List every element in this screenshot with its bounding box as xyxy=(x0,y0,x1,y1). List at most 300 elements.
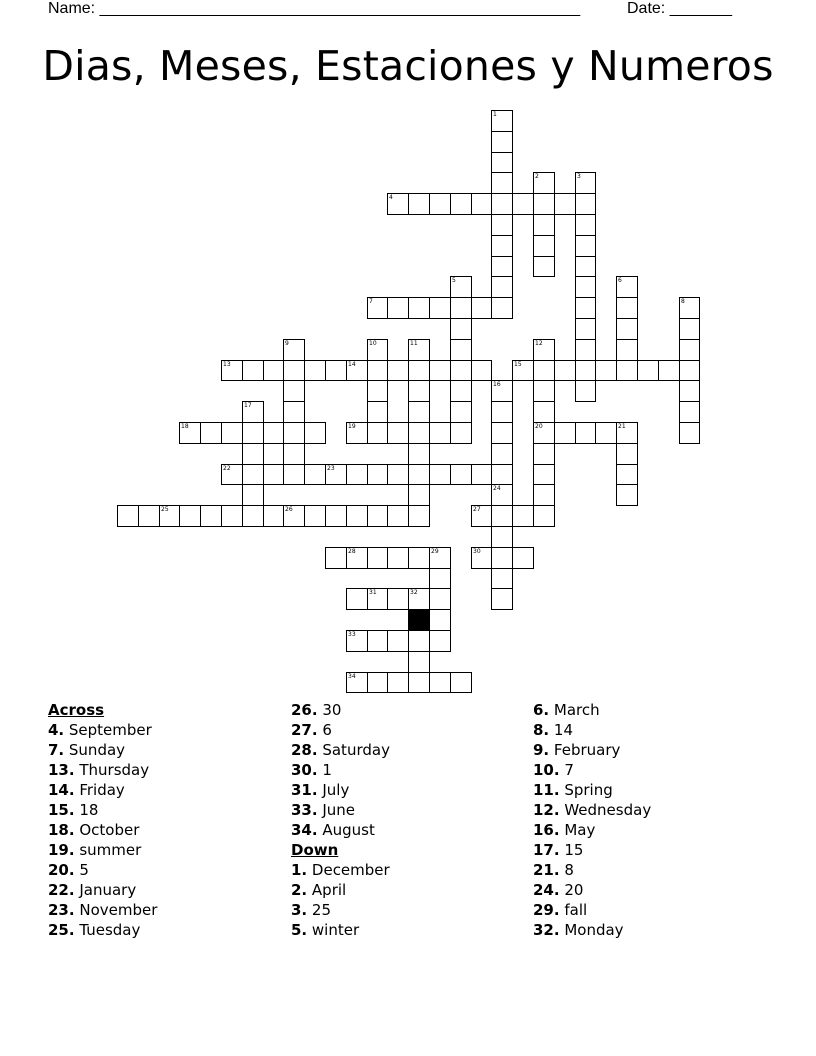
clue-item xyxy=(291,700,390,720)
grid-cell[interactable] xyxy=(429,193,451,215)
clue-number: 12. xyxy=(533,801,560,819)
grid-cell[interactable] xyxy=(429,672,451,693)
clue-item xyxy=(48,800,157,820)
grid-cell[interactable] xyxy=(221,464,243,485)
grid-cell[interactable] xyxy=(491,588,513,610)
clue-text: December xyxy=(307,861,390,879)
grid-cell[interactable] xyxy=(408,401,430,423)
cell-number: 3 xyxy=(577,173,581,180)
grid-cell[interactable] xyxy=(367,339,388,361)
cell-number: 10 xyxy=(369,340,377,347)
grid-cell[interactable] xyxy=(491,110,513,132)
grid-cell[interactable] xyxy=(367,630,388,652)
clue-item xyxy=(291,780,390,800)
grid-cell[interactable] xyxy=(408,464,430,485)
clue-number: 22. xyxy=(48,881,75,899)
clue-text: Tuesday xyxy=(74,921,141,939)
clue-number: 17. xyxy=(533,841,560,859)
clue-text: Saturday xyxy=(317,741,390,759)
clue-text: Monday xyxy=(559,921,624,939)
grid-cell[interactable] xyxy=(450,193,472,215)
clue-item xyxy=(533,720,651,740)
clue-text: summer xyxy=(74,841,142,859)
grid-cell[interactable] xyxy=(658,360,680,381)
grid-cell[interactable] xyxy=(491,443,513,465)
grid-cell[interactable] xyxy=(679,318,700,340)
grid-cell[interactable] xyxy=(491,193,513,215)
cell-number: 5 xyxy=(452,277,456,284)
grid-cell[interactable] xyxy=(367,464,388,485)
grid-cell[interactable] xyxy=(679,401,700,423)
grid-cell[interactable] xyxy=(408,297,430,319)
clue-text: 30 xyxy=(317,701,342,719)
grid-cell[interactable] xyxy=(408,505,430,527)
grid-cell[interactable] xyxy=(117,505,139,527)
grid-cell[interactable] xyxy=(616,276,638,298)
cell-number: 27 xyxy=(473,506,481,513)
clue-item xyxy=(533,840,651,860)
clue-number: 3. xyxy=(291,901,308,919)
cell-number: 17 xyxy=(244,402,252,409)
grid-cell[interactable] xyxy=(450,297,472,319)
clue-number: 33. xyxy=(291,801,318,819)
grid-cell[interactable] xyxy=(367,672,388,693)
cell-number: 30 xyxy=(473,548,481,555)
cell-number: 20 xyxy=(535,423,543,430)
grid-cell[interactable] xyxy=(533,443,555,465)
cell-number: 32 xyxy=(410,589,418,596)
black-cell xyxy=(408,609,430,631)
grid-cell[interactable] xyxy=(283,464,305,485)
grid-cell[interactable] xyxy=(450,422,472,444)
grid-cell[interactable] xyxy=(283,443,305,465)
grid-cell[interactable] xyxy=(429,568,451,589)
grid-cell[interactable] xyxy=(263,360,284,381)
grid-cell[interactable] xyxy=(367,401,388,423)
grid-cell[interactable] xyxy=(408,588,430,610)
grid-cell[interactable] xyxy=(533,360,555,381)
grid-cell[interactable] xyxy=(387,422,409,444)
grid-cell[interactable] xyxy=(491,464,513,485)
grid-cell[interactable] xyxy=(367,505,388,527)
grid-cell[interactable] xyxy=(429,360,451,381)
cell-number: 25 xyxy=(161,506,169,513)
grid-cell[interactable] xyxy=(575,235,596,257)
grid-cell[interactable] xyxy=(533,401,555,423)
grid-cell[interactable] xyxy=(491,568,513,589)
clue-text: August xyxy=(317,821,375,839)
grid-cell[interactable] xyxy=(242,422,264,444)
cell-number: 21 xyxy=(618,423,626,430)
grid-cell[interactable] xyxy=(491,526,513,548)
grid-cell[interactable] xyxy=(554,360,576,381)
grid-cell[interactable] xyxy=(179,422,201,444)
grid-cell[interactable] xyxy=(575,214,596,236)
grid-cell[interactable] xyxy=(429,630,451,652)
clue-item xyxy=(48,840,157,860)
cell-number: 24 xyxy=(493,485,501,492)
grid-cell[interactable] xyxy=(471,297,492,319)
clue-item xyxy=(48,860,157,880)
grid-cell[interactable] xyxy=(616,484,638,506)
clue-item xyxy=(291,920,390,940)
grid-cell[interactable] xyxy=(429,297,451,319)
grid-cell[interactable] xyxy=(263,464,284,485)
clue-number: 24. xyxy=(533,881,560,899)
grid-cell[interactable] xyxy=(512,505,534,527)
clue-number: 28. xyxy=(291,741,318,759)
clue-text: Wednesday xyxy=(559,801,652,819)
grid-cell[interactable] xyxy=(491,172,513,194)
grid-cell[interactable] xyxy=(533,339,555,361)
grid-cell[interactable] xyxy=(491,235,513,257)
cell-number: 12 xyxy=(535,340,543,347)
grid-cell[interactable] xyxy=(367,422,388,444)
grid-cell[interactable] xyxy=(491,505,513,527)
clue-number: 27. xyxy=(291,721,318,739)
clue-item xyxy=(48,900,157,920)
clue-text: January xyxy=(74,881,137,899)
grid-cell[interactable] xyxy=(221,360,243,381)
clue-item xyxy=(533,900,651,920)
grid-cell[interactable] xyxy=(242,360,264,381)
grid-cell[interactable] xyxy=(408,422,430,444)
clue-item xyxy=(291,820,390,840)
grid-cell[interactable] xyxy=(325,505,347,527)
grid-cell[interactable] xyxy=(283,360,305,381)
grid-cell[interactable] xyxy=(491,422,513,444)
grid-cell[interactable] xyxy=(554,422,576,444)
clue-number: 32. xyxy=(533,921,560,939)
grid-cell[interactable] xyxy=(387,464,409,485)
cell-number: 13 xyxy=(223,361,231,368)
grid-cell[interactable] xyxy=(346,360,368,381)
grid-cell[interactable] xyxy=(491,131,513,153)
grid-cell[interactable] xyxy=(575,172,596,194)
grid-cell[interactable] xyxy=(533,484,555,506)
grid-cell[interactable] xyxy=(346,672,368,693)
cell-number: 15 xyxy=(514,361,522,368)
grid-cell[interactable] xyxy=(491,152,513,173)
clues-column-1 xyxy=(48,700,157,940)
grid-cell[interactable] xyxy=(429,547,451,569)
grid-cell[interactable] xyxy=(533,505,555,527)
clue-item xyxy=(291,800,390,820)
cell-number: 1 xyxy=(493,111,497,118)
clue-text: 15 xyxy=(559,841,584,859)
clues-column-3 xyxy=(533,700,651,940)
grid-cell[interactable] xyxy=(387,297,409,319)
name-field-label[interactable]: Name: ______________________________________________________ xyxy=(48,0,581,17)
grid-cell[interactable] xyxy=(575,422,596,444)
grid-cell[interactable] xyxy=(575,256,596,277)
grid-cell[interactable] xyxy=(429,588,451,610)
clue-item xyxy=(48,720,157,740)
date-field-label[interactable]: Date: _______ xyxy=(627,0,732,17)
grid-cell[interactable] xyxy=(595,360,617,381)
grid-cell[interactable] xyxy=(429,609,451,631)
clue-item xyxy=(48,780,157,800)
grid-cell[interactable] xyxy=(387,193,409,215)
grid-cell[interactable] xyxy=(616,464,638,485)
grid-cell[interactable] xyxy=(408,672,430,693)
cell-number: 19 xyxy=(348,423,356,430)
clue-number: 2. xyxy=(291,881,308,899)
cell-number: 14 xyxy=(348,361,356,368)
cell-number: 9 xyxy=(285,340,289,347)
grid-cell[interactable] xyxy=(387,505,409,527)
grid-cell[interactable] xyxy=(429,464,451,485)
grid-cell[interactable] xyxy=(263,505,284,527)
grid-cell[interactable] xyxy=(512,547,534,569)
grid-cell[interactable] xyxy=(408,484,430,506)
grid-cell[interactable] xyxy=(367,380,388,402)
grid-cell[interactable] xyxy=(325,360,347,381)
clue-item xyxy=(48,760,157,780)
grid-cell[interactable] xyxy=(450,380,472,402)
clue-number: 13. xyxy=(48,761,75,779)
grid-cell[interactable] xyxy=(575,380,596,402)
grid-cell[interactable] xyxy=(159,505,180,527)
grid-cell[interactable] xyxy=(283,380,305,402)
clue-text: 18 xyxy=(74,801,99,819)
clue-item xyxy=(533,820,651,840)
grid-cell[interactable] xyxy=(387,588,409,610)
grid-cell[interactable] xyxy=(408,651,430,673)
cell-number: 8 xyxy=(681,298,685,305)
grid-cell[interactable] xyxy=(387,672,409,693)
grid-cell[interactable] xyxy=(533,193,555,215)
down-heading: Down xyxy=(291,841,339,859)
grid-cell[interactable] xyxy=(200,505,222,527)
grid-cell[interactable] xyxy=(367,547,388,569)
grid-cell[interactable] xyxy=(575,360,596,381)
clue-number: 19. xyxy=(48,841,75,859)
clue-number: 31. xyxy=(291,781,318,799)
grid-cell[interactable] xyxy=(471,547,492,569)
grid-cell[interactable] xyxy=(575,318,596,340)
grid-cell[interactable] xyxy=(679,339,700,361)
grid-cell[interactable] xyxy=(346,505,368,527)
cell-number: 34 xyxy=(348,673,356,680)
grid-cell[interactable] xyxy=(408,380,430,402)
grid-cell[interactable] xyxy=(200,422,222,444)
cell-number: 23 xyxy=(327,465,335,472)
grid-cell[interactable] xyxy=(242,401,264,423)
grid-cell[interactable] xyxy=(408,193,430,215)
header xyxy=(0,0,816,20)
grid-cell[interactable] xyxy=(242,443,264,465)
grid-cell[interactable] xyxy=(533,172,555,194)
grid-cell[interactable] xyxy=(616,422,638,444)
grid-cell[interactable] xyxy=(346,464,368,485)
grid-cell[interactable] xyxy=(679,360,700,381)
grid-cell[interactable] xyxy=(304,422,326,444)
clue-text: 1 xyxy=(317,761,332,779)
clue-number: 6. xyxy=(533,701,550,719)
grid-cell[interactable] xyxy=(179,505,201,527)
grid-cell[interactable] xyxy=(471,505,492,527)
grid-cell[interactable] xyxy=(491,547,513,569)
grid-cell[interactable] xyxy=(346,547,368,569)
grid-cell[interactable] xyxy=(471,193,492,215)
grid-cell[interactable] xyxy=(367,297,388,319)
clue-text: 7 xyxy=(559,761,574,779)
grid-cell[interactable] xyxy=(637,360,659,381)
clue-number: 29. xyxy=(533,901,560,919)
grid-cell[interactable] xyxy=(491,484,513,506)
grid-cell[interactable] xyxy=(408,443,430,465)
clue-number: 11. xyxy=(533,781,560,799)
clue-text: 8 xyxy=(559,861,574,879)
clue-text: June xyxy=(317,801,356,819)
cell-number: 18 xyxy=(181,423,189,430)
page-title: Dias, Meses, Estaciones y Numeros xyxy=(42,42,774,90)
grid-cell[interactable] xyxy=(450,672,472,693)
grid-cell[interactable] xyxy=(408,339,430,361)
grid-cell[interactable] xyxy=(450,464,472,485)
grid-cell[interactable] xyxy=(533,256,555,277)
grid-cell[interactable] xyxy=(304,505,326,527)
cell-number: 7 xyxy=(369,298,373,305)
clue-number: 4. xyxy=(48,721,65,739)
grid-cell[interactable] xyxy=(450,360,472,381)
grid-cell[interactable] xyxy=(450,339,472,361)
grid-cell[interactable] xyxy=(491,297,513,319)
clue-text: 5 xyxy=(74,861,89,879)
grid-cell[interactable] xyxy=(387,360,409,381)
grid-cell[interactable] xyxy=(575,297,596,319)
grid-cell[interactable] xyxy=(283,505,305,527)
cell-number: 4 xyxy=(389,194,393,201)
grid-cell[interactable] xyxy=(533,380,555,402)
grid-cell[interactable] xyxy=(367,588,388,610)
grid-cell[interactable] xyxy=(450,401,472,423)
grid-cell[interactable] xyxy=(325,464,347,485)
clue-item xyxy=(291,860,390,880)
grid-cell[interactable] xyxy=(387,630,409,652)
clue-number: 8. xyxy=(533,721,550,739)
cell-number: 22 xyxy=(223,465,231,472)
grid-cell[interactable] xyxy=(242,505,264,527)
clue-number: 10. xyxy=(533,761,560,779)
grid-cell[interactable] xyxy=(512,360,534,381)
grid-cell[interactable] xyxy=(408,360,430,381)
grid-cell[interactable] xyxy=(533,422,555,444)
grid-cell[interactable] xyxy=(221,505,243,527)
grid-cell[interactable] xyxy=(283,422,305,444)
grid-cell[interactable] xyxy=(679,297,700,319)
grid-cell[interactable] xyxy=(138,505,160,527)
clue-number: 20. xyxy=(48,861,75,879)
grid-cell[interactable] xyxy=(491,214,513,236)
grid-cell[interactable] xyxy=(283,339,305,361)
grid-cell[interactable] xyxy=(491,380,513,402)
grid-cell[interactable] xyxy=(554,193,576,215)
cell-number: 16 xyxy=(493,381,501,388)
clue-item xyxy=(291,900,390,920)
clue-text: Thursday xyxy=(74,761,150,779)
grid-cell[interactable] xyxy=(471,464,492,485)
cell-number: 29 xyxy=(431,548,439,555)
clue-number: 9. xyxy=(533,741,550,759)
grid-cell[interactable] xyxy=(679,380,700,402)
grid-cell[interactable] xyxy=(429,422,451,444)
grid-cell[interactable] xyxy=(346,630,368,652)
grid-cell[interactable] xyxy=(325,547,347,569)
clue-text: March xyxy=(549,701,600,719)
clue-item xyxy=(533,700,651,720)
clue-item xyxy=(533,880,651,900)
grid-cell[interactable] xyxy=(533,235,555,257)
grid-cell[interactable] xyxy=(408,630,430,652)
cell-number: 11 xyxy=(410,340,418,347)
clue-number: 16. xyxy=(533,821,560,839)
grid-cell[interactable] xyxy=(221,422,243,444)
grid-cell[interactable] xyxy=(408,547,430,569)
clue-number: 21. xyxy=(533,861,560,879)
clue-text: Sunday xyxy=(64,741,126,759)
clue-text: Spring xyxy=(559,781,613,799)
grid-cell[interactable] xyxy=(450,276,472,298)
clue-number: 25. xyxy=(48,921,75,939)
grid-cell[interactable] xyxy=(283,401,305,423)
grid-cell[interactable] xyxy=(616,360,638,381)
grid-cell[interactable] xyxy=(242,484,264,506)
grid-cell[interactable] xyxy=(387,547,409,569)
clue-text: 14 xyxy=(549,721,573,739)
clue-item xyxy=(533,740,651,760)
grid-cell[interactable] xyxy=(595,422,617,444)
grid-cell[interactable] xyxy=(575,193,596,215)
clue-text: May xyxy=(559,821,596,839)
grid-cell[interactable] xyxy=(242,464,264,485)
cell-number: 28 xyxy=(348,548,356,555)
grid-cell[interactable] xyxy=(512,193,534,215)
grid-cell[interactable] xyxy=(616,339,638,361)
cell-number: 6 xyxy=(618,277,622,284)
clue-text: July xyxy=(317,781,350,799)
grid-cell[interactable] xyxy=(263,422,284,444)
clue-item xyxy=(48,880,157,900)
clue-item xyxy=(48,820,157,840)
grid-cell[interactable] xyxy=(304,464,326,485)
grid-cell[interactable] xyxy=(491,276,513,298)
clue-text: 25 xyxy=(307,901,331,919)
grid-cell[interactable] xyxy=(616,318,638,340)
grid-cell[interactable] xyxy=(533,464,555,485)
grid-cell[interactable] xyxy=(367,360,388,381)
grid-cell[interactable] xyxy=(304,360,326,381)
grid-cell[interactable] xyxy=(575,276,596,298)
grid-cell[interactable] xyxy=(346,422,368,444)
grid-cell[interactable] xyxy=(491,256,513,277)
clues-column-2 xyxy=(291,700,390,940)
grid-cell[interactable] xyxy=(471,360,492,381)
clue-item xyxy=(291,720,390,740)
grid-cell[interactable] xyxy=(679,422,700,444)
clue-text: winter xyxy=(307,921,360,939)
clue-item xyxy=(533,780,651,800)
grid-cell[interactable] xyxy=(533,214,555,236)
grid-cell[interactable] xyxy=(491,401,513,423)
grid-cell[interactable] xyxy=(346,588,368,610)
grid-cell[interactable] xyxy=(575,339,596,361)
clue-text: October xyxy=(74,821,140,839)
grid-cell[interactable] xyxy=(616,443,638,465)
grid-cell[interactable] xyxy=(616,297,638,319)
grid-cell[interactable] xyxy=(450,318,472,340)
